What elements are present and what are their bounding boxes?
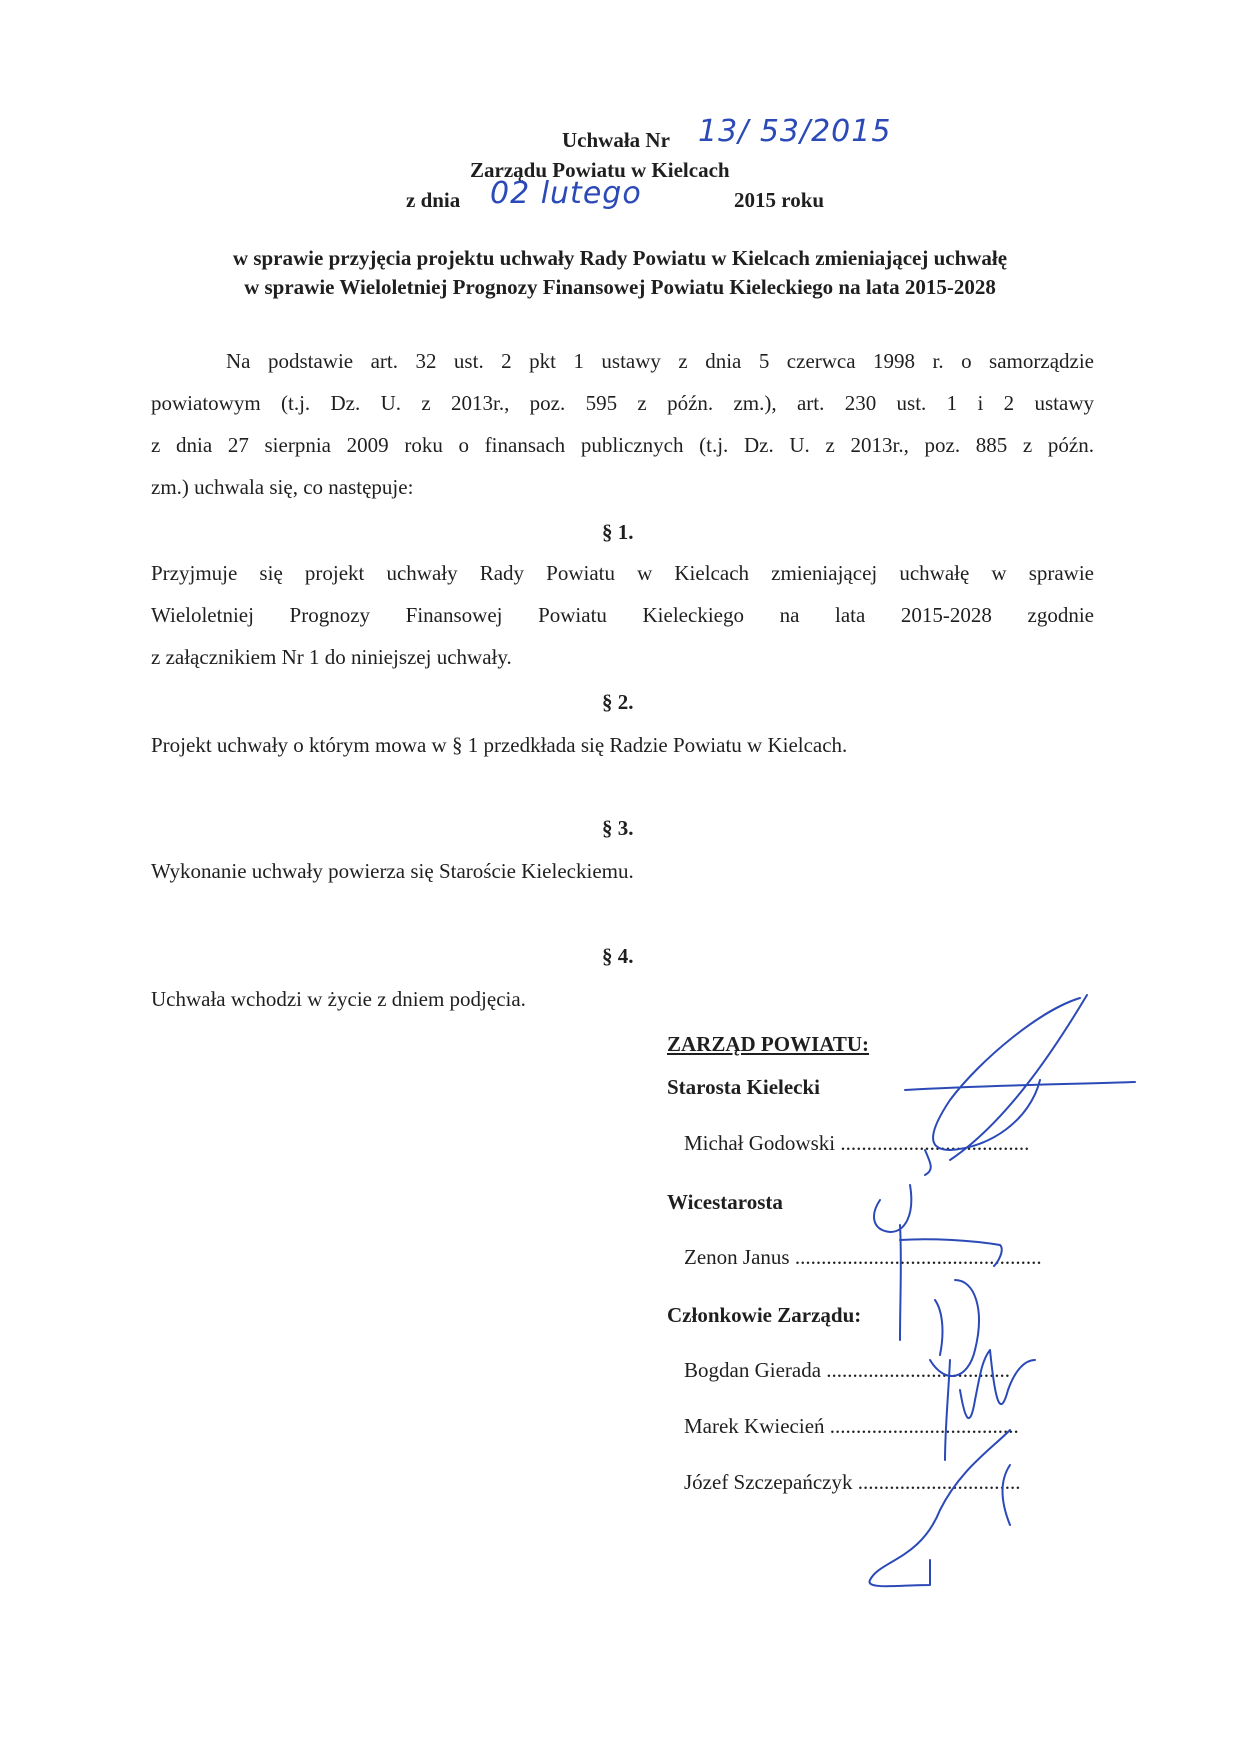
- starosta-role: Starosta Kielecki: [667, 1075, 821, 1099]
- starosta-name: Michał Godowski: [684, 1131, 836, 1155]
- subject-line-2: w sprawie Wieloletniej Prognozy Finansowej Powiatu Kieleckiego na lata 2015-2028: [244, 275, 996, 299]
- wicestarosta-signature-line: [684, 1245, 1042, 1270]
- date-suffix: 2015 roku: [734, 188, 825, 212]
- member-3-name: Józef Szczepańczyk: [684, 1470, 853, 1494]
- section-4-line-1: Uchwała wchodzi w życie z dniem podjęcia.: [151, 987, 526, 1011]
- wicestarosta-name: Zenon Janus: [684, 1245, 790, 1269]
- board-name: Zarządu Powiatu w Kielcach: [470, 158, 730, 182]
- preamble-line-2: powiatowym (t.j. Dz. U. z 2013r., poz. 595 z późn. zm.), art. 230 ust. 1 i 2 ustawy: [151, 391, 1094, 415]
- section-3-line-1: Wykonanie uchwały powierza się Staroście Kieleckiemu.: [151, 859, 634, 883]
- resolution-title: [562, 128, 670, 153]
- wicestarosta-role: Wicestarosta: [667, 1190, 783, 1214]
- section-4-heading: § 4.: [602, 944, 634, 968]
- preamble-line-4: zm.) uchwala się, co następuje:: [151, 475, 414, 499]
- board-signatures-title: ZARZĄD POWIATU:: [667, 1032, 870, 1056]
- date-handwritten: 02 lutego: [490, 176, 642, 211]
- member-1-name: Bogdan Gierada: [684, 1358, 822, 1382]
- section-1-heading: § 1.: [602, 520, 634, 544]
- section-3-heading: § 3.: [602, 816, 634, 840]
- member-3-dots: ...............................: [857, 1470, 1021, 1494]
- subject-line-1: w sprawie przyjęcia projektu uchwały Rady Powiatu w Kielcach zmieniającej uchwałę: [232, 246, 1008, 270]
- resolution-label: Uchwała Nr: [562, 128, 670, 152]
- section-2-heading: § 2.: [602, 690, 634, 714]
- preamble-line-3: z dnia 27 sierpnia 2009 roku o finansach publicznych (t.j. Dz. U. z 2013r., poz. 885 z późn.: [151, 433, 1094, 457]
- preamble-line-1: Na podstawie art. 32 ust. 2 pkt 1 ustawy z dnia 5 czerwca 1998 r. o samorządzie: [226, 349, 1094, 373]
- wicestarosta-dots: ...............................................: [794, 1245, 1042, 1269]
- date-prefix: z dnia: [406, 188, 461, 212]
- section-2-line-1: Projekt uchwały o którym mowa w § 1 przedkłada się Radzie Powiatu w Kielcach.: [151, 733, 848, 757]
- section-1-line-1: Przyjmuje się projekt uchwały Rady Powiatu w Kielcach zmieniającej uchwałę w sprawie: [151, 561, 1094, 585]
- member-1-dots: ...................................: [826, 1358, 1011, 1382]
- member-2-dots: ....................................: [829, 1414, 1019, 1438]
- members-role: Członkowie Zarządu:: [667, 1303, 862, 1327]
- starosta-dots: ....................................: [840, 1131, 1030, 1155]
- member-2-signature-line: [684, 1414, 1019, 1439]
- member-2-name: Marek Kwiecień: [684, 1414, 825, 1438]
- resolution-number-handwritten: 13/ 53/2015: [698, 114, 892, 149]
- section-1-line-2: Wieloletniej Prognozy Finansowej Powiatu Kieleckiego na lata 2015-2028 zgodnie: [151, 603, 1094, 627]
- section-1-line-3: z załącznikiem Nr 1 do niniejszej uchwały.: [151, 645, 512, 669]
- starosta-signature-line: [684, 1131, 1029, 1156]
- member-1-signature-line: [684, 1358, 1010, 1383]
- member-3-signature-line: [684, 1470, 1020, 1495]
